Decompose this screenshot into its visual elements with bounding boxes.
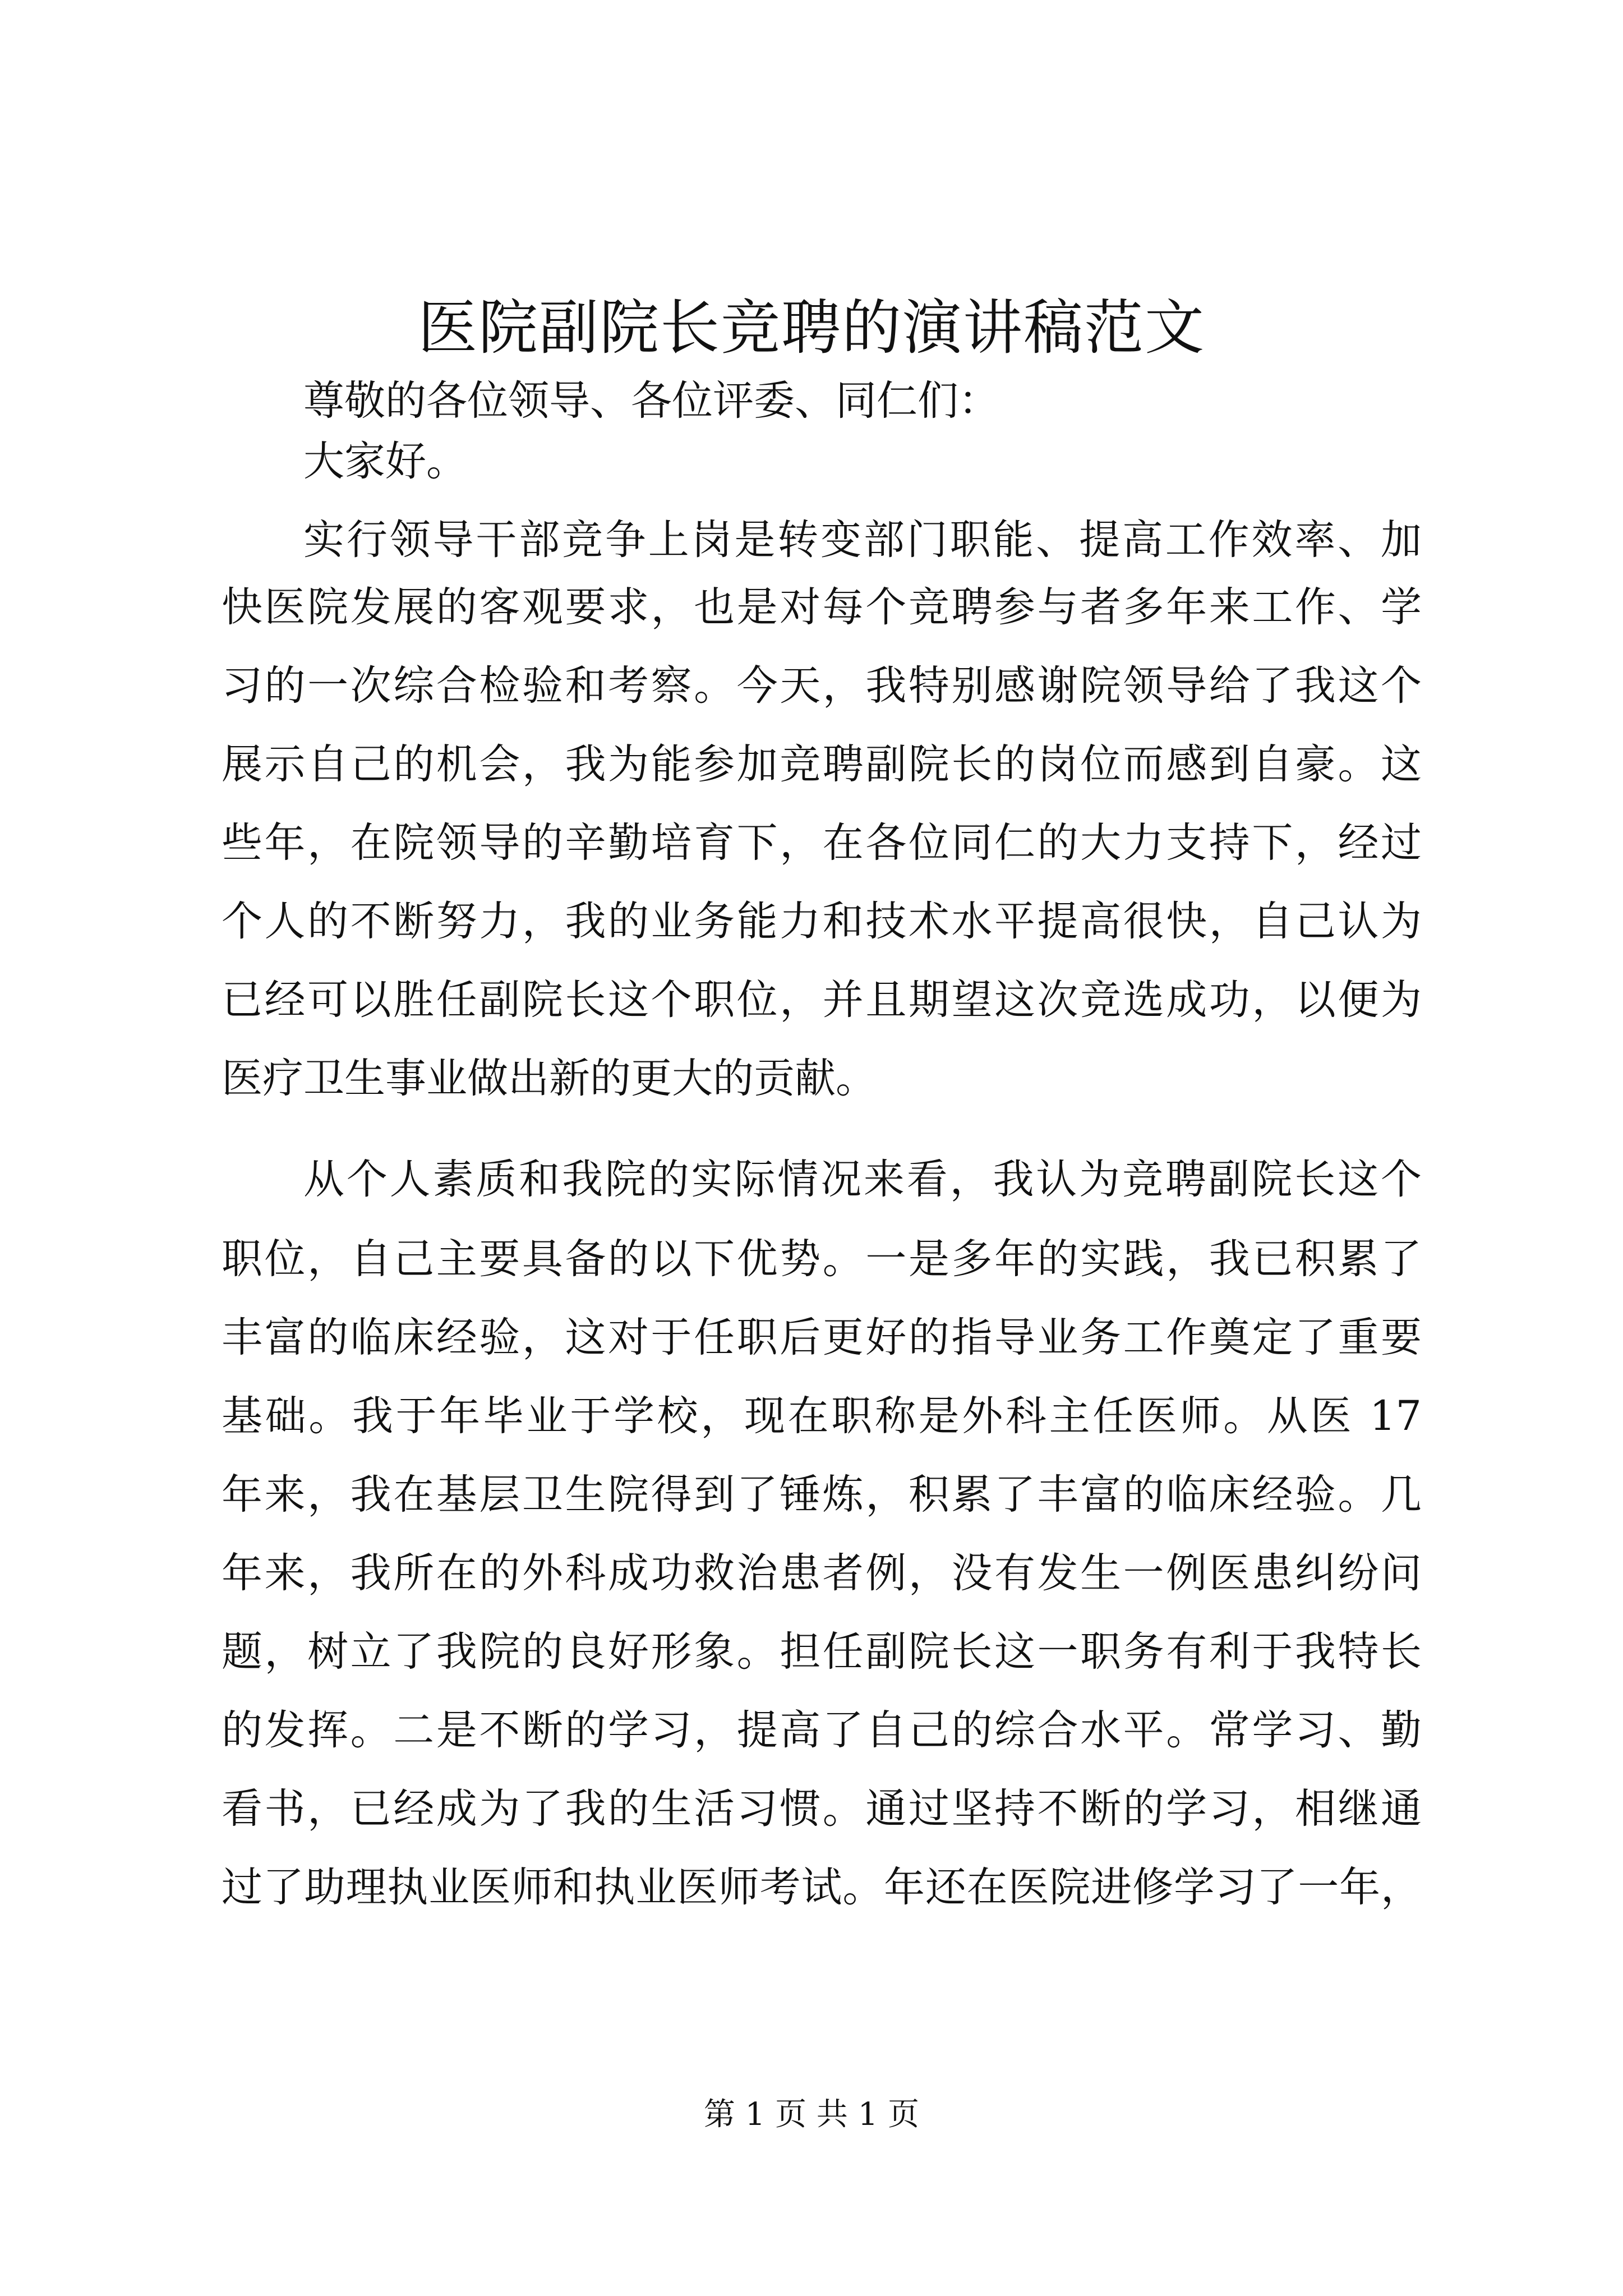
paragraph-line: 职位，自己主要具备的以下优势。一是多年的实践，我已积累了 <box>222 1235 1422 1283</box>
paragraph-line: 年来，我所在的外科成功救治患者例，没有发生一例医患纠纷问 <box>222 1549 1422 1597</box>
paragraph-line: 个人的不断努力，我的业务能力和技术水平提高很快，自己认为 <box>222 898 1422 945</box>
paragraph-line: 实行领导干部竞争上岗是转变部门职能、提高工作效率、加 <box>303 516 1422 564</box>
page-footer: 第 1 页 共 1 页 <box>703 2096 920 2133</box>
salutation-line: 尊敬的各位领导、各位评委、同仁们： <box>303 377 999 425</box>
paragraph-line: 过了助理执业医师和执业医师考试。年还在医院进修学习了一年， <box>222 1864 1422 1911</box>
paragraph-line: 的发挥。二是不断的学习，提高了自己的综合水平。常学习、勤 <box>222 1706 1422 1754</box>
paragraph-line: 已经可以胜任副院长这个职位，并且期望这次竞选成功，以便为 <box>222 976 1422 1024</box>
greeting-line: 大家好。 <box>303 438 467 485</box>
paragraph-line: 丰富的临床经验，这对于任职后更好的指导业务工作奠定了重要 <box>222 1314 1422 1361</box>
paragraph-line: 医疗卫生事业做出新的更大的贡献。 <box>222 1055 877 1102</box>
paragraph-line: 看书，已经成为了我的生活习惯。通过坚持不断的学习，相继通 <box>222 1785 1422 1833</box>
document-title: 医院副院长竞聘的演讲稿范文 <box>418 293 1205 362</box>
paragraph-line: 从个人素质和我院的实际情况来看，我认为竞聘副院长这个 <box>303 1156 1422 1203</box>
paragraph-line: 基础。我于年毕业于学校，现在职称是外科主任医师。从医 17 <box>222 1392 1422 1440</box>
paragraph-line: 快医院发展的客观要求，也是对每个竞聘参与者多年来工作、学 <box>222 583 1422 631</box>
paragraph-line: 习的一次综合检验和考察。今天，我特别感谢院领导给了我这个 <box>222 662 1422 710</box>
paragraph-line: 年来，我在基层卫生院得到了锤炼，积累了丰富的临床经验。几 <box>222 1471 1422 1519</box>
paragraph-line: 题，树立了我院的良好形象。担任副院长这一职务有利于我特长 <box>222 1628 1422 1676</box>
paragraph-line: 展示自己的机会，我为能参加竞聘副院长的岗位而感到自豪。这 <box>222 740 1422 788</box>
paragraph-line: 些年，在院领导的辛勤培育下，在各位同仁的大力支持下，经过 <box>222 819 1422 867</box>
